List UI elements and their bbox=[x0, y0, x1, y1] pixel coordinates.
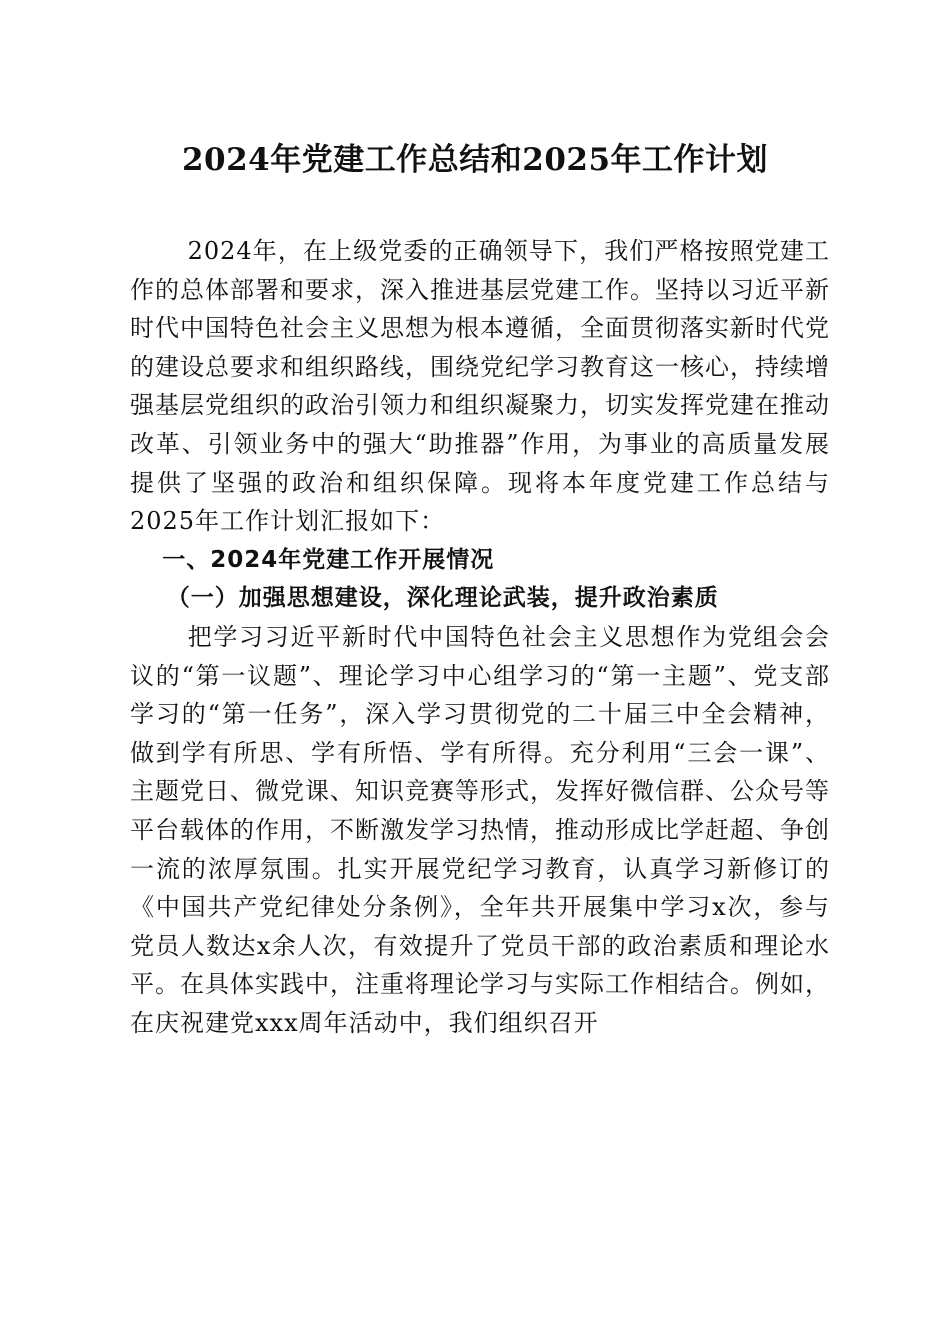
section-heading-1: 一、2024年党建工作开展情况 bbox=[162, 546, 495, 573]
subsection-heading-1: （一）加强思想建设，深化理论武装，提升政治素质 bbox=[166, 584, 719, 612]
document-title: 2024年党建工作总结和2025年工作计划 bbox=[181, 142, 769, 178]
intro-paragraph: 2024年，在上级党委的正确领导下，我们严格按照党建工作的总体部署和要求，深入推进基层党建工作。坚持以习近平新时代中国特色社会主义思想为根本遵循，全面贯彻落实新时代党的建设总要求和组织路线，围绕党纪学习教育这一核心，持续增强基层党组织的政治引领力和组织凝聚力，切实发挥党建在推动改革、引领业务中的强大“助推器”作用，为事业的高质量发展提供了坚强的政治和组织保障。现将本年度党建工作总结与2025年工作计划汇报如下： bbox=[130, 237, 830, 536]
document-body bbox=[130, 232, 830, 1042]
subsection-1-paragraph: 把学习习近平新时代中国特色社会主义思想作为党组会会议的“第一议题”、理论学习中心组学习的“第一主题”、党支部学习的“第一任务”，深入学习贯彻党的二十届三中全会精神，做到学有所思、学有所悟、学有所得。充分利用“三会一课”、主题党日、微党课、知识竞赛等形式，发挥好微信群、公众号等平台载体的作用，不断激发学习热情，推动形成比学赶超、争创一流的浓厚氛围。扎实开展党纪学习教育，认真学习新修订的《中国共产党纪律处分条例》，全年共开展集中学习x次，参与党员人数达x余人次，有效提升了党员干部的政治素质和理论水平。在具体实践中，注重将理论学习与实际工作相结合。例如，在庆祝建党xxx周年活动中，我们组织召开 bbox=[130, 622, 830, 1037]
